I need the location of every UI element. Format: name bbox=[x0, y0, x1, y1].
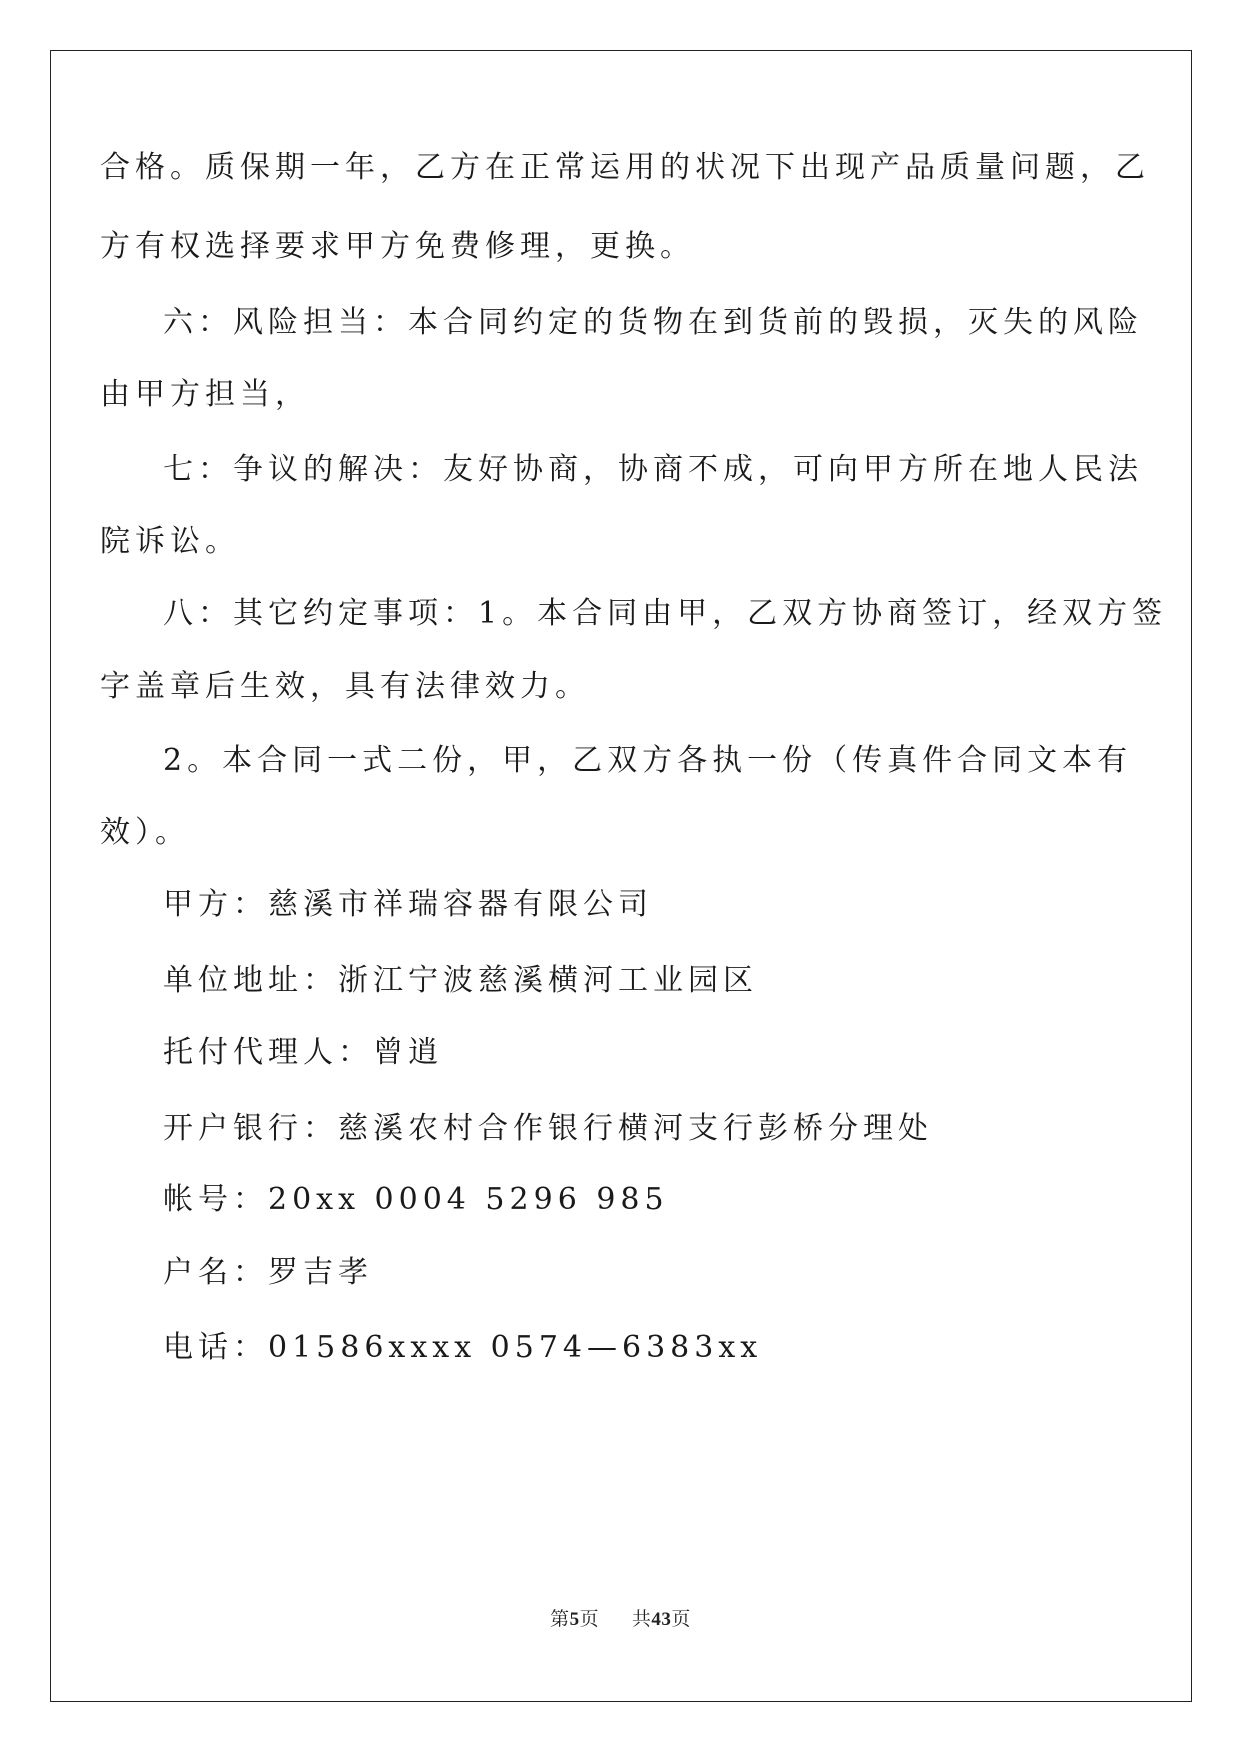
page-border bbox=[50, 50, 1192, 1702]
footer-page-unit: 页 bbox=[579, 1608, 600, 1630]
party-a-agent: 托付代理人：曾逍 bbox=[163, 1035, 443, 1070]
footer-total-prefix: 共 bbox=[631, 1608, 652, 1630]
footer-total-unit: 页 bbox=[671, 1608, 691, 1630]
text-line: 合格。质保期一年，乙方在正常运用的状况下出现产品质量问题，乙 bbox=[100, 150, 1150, 185]
text-line: 六：风险担当：本合同约定的货物在到货前的毁损，灭失的风险 bbox=[163, 305, 1143, 340]
footer-prefix: 第 bbox=[550, 1608, 570, 1630]
party-a-name: 甲方：慈溪市祥瑞容器有限公司 bbox=[163, 887, 653, 922]
party-a-phone: 电话：01586xxxx 0574—6383xx bbox=[163, 1330, 763, 1365]
text-line: 2。本合同一式二份，甲，乙双方各执一份（传真件合同文本有 bbox=[163, 743, 1133, 778]
page-footer bbox=[0, 1604, 1241, 1631]
text-line: 字盖章后生效，具有法律效力。 bbox=[100, 669, 590, 704]
party-a-account-number: 帐号：20xx 0004 5296 985 bbox=[163, 1182, 669, 1217]
total-page-count: 43 bbox=[651, 1609, 672, 1630]
party-a-address: 单位地址：浙江宁波慈溪横河工业园区 bbox=[163, 963, 758, 998]
text-line: 八：其它约定事项：1。本合同由甲，乙双方协商签订，经双方签 bbox=[163, 596, 1168, 631]
party-a-account-name: 户名：罗吉孝 bbox=[163, 1255, 373, 1290]
text-line: 七：争议的解决：友好协商，协商不成，可向甲方所在地人民法 bbox=[163, 452, 1143, 487]
text-line: 效）。 bbox=[100, 815, 190, 850]
text-line: 由甲方担当， bbox=[100, 377, 310, 412]
text-line: 方有权选择要求甲方免费修理，更换。 bbox=[100, 229, 695, 264]
party-a-bank: 开户银行：慈溪农村合作银行横河支行彭桥分理处 bbox=[163, 1111, 933, 1146]
current-page-number: 5 bbox=[569, 1609, 580, 1630]
text-line: 院诉讼。 bbox=[100, 524, 240, 559]
